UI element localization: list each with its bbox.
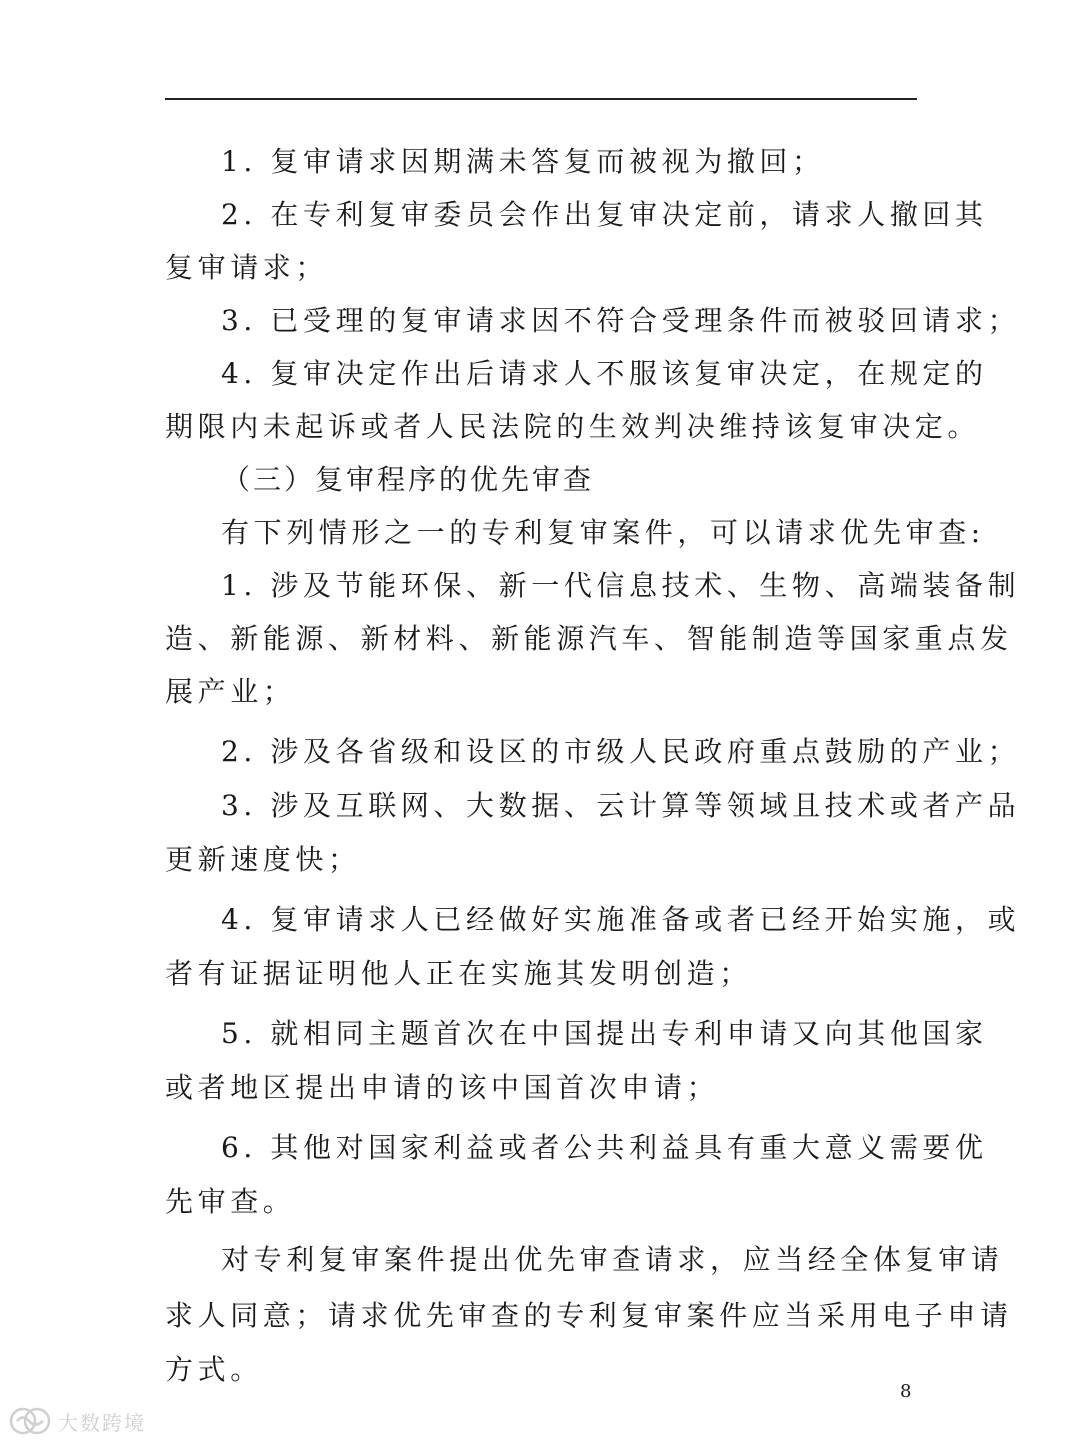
logo-icon (8, 1406, 52, 1436)
item-2-continuation: 复审请求； (165, 251, 329, 284)
item-4-continuation: 期限内未起诉或者人民法院的生效判决维持该复审决定。 (165, 410, 981, 443)
item-4-decision-appeal: 4. 复审决定作出后请求人不服该复审决定，在规定的 (221, 357, 988, 390)
criterion-3-continuation: 更新速度快； (165, 843, 361, 876)
criterion-5: 5. 就相同主题首次在中国提出专利申请又向其他国家 (221, 1017, 988, 1050)
item-1-withdrawn-timeout: 1. 复审请求因期满未答复而被视为撤回； (221, 145, 825, 178)
closing-paragraph-continuation: 求人同意；请求优先审查的专利复审案件应当采用电子申请 (165, 1299, 1013, 1332)
section-heading: （三）复审程序的优先审查 (222, 463, 595, 496)
intro-paragraph: 有下列情形之一的专利复审案件，可以请求优先审查: (221, 516, 985, 549)
criterion-2: 2. 涉及各省级和设区的市级人民政府重点鼓励的产业； (221, 735, 1021, 768)
criterion-6: 6. 其他对国家利益或者公共利益具有重大意义需要优 (221, 1131, 988, 1164)
criterion-1-continuation-2: 展产业； (165, 675, 296, 708)
closing-paragraph: 对专利复审案件提出优先审查请求，应当经全体复审请 (221, 1243, 1004, 1276)
item-2-withdrawn-by-requester: 2. 在专利复审委员会作出复审决定前，请求人撤回其 (221, 198, 988, 231)
criterion-5-continuation: 或者地区提出申请的该中国首次申请； (165, 1071, 720, 1104)
page-number: 8 (900, 1381, 912, 1402)
criterion-1: 1. 涉及节能环保、新一代信息技术、生物、高端装备制 (221, 569, 1021, 602)
header-rule (165, 98, 917, 100)
criterion-3: 3. 涉及互联网、大数据、云计算等领域且技术或者产品 (221, 789, 1021, 822)
criterion-4: 4. 复审请求人已经做好实施准备或者已经开始实施，或 (221, 903, 1021, 936)
watermark-text: 大数跨境 (58, 1410, 146, 1435)
criterion-4-continuation: 者有证据证明他人正在实施其发明创造； (165, 957, 752, 990)
item-3-rejected: 3. 已受理的复审请求因不符合受理条件而被驳回请求； (221, 304, 1021, 337)
criterion-6-continuation: 先审查。 (165, 1185, 296, 1218)
criterion-1-continuation: 造、新能源、新材料、新能源汽车、智能制造等国家重点发 (165, 622, 1013, 655)
closing-paragraph-continuation-2: 方式。 (165, 1353, 263, 1386)
watermark (8, 1404, 146, 1438)
